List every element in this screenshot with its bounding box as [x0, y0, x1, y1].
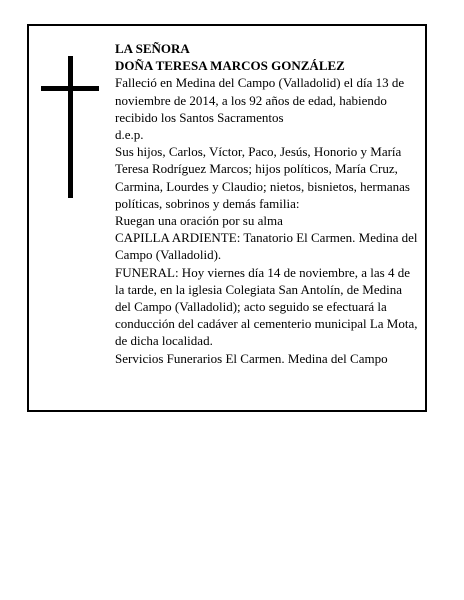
death-statement: Falleció en Medina del Campo (Valladolid) el día 13 de noviembre de 2014, a los 92 años de edad, habiendo recibido los Santos Sacramentos [115, 75, 405, 125]
notice-text [115, 40, 420, 367]
prayer-request: Ruegan una oración por su alma [115, 213, 283, 229]
title-line: LA SEÑORA [115, 41, 190, 56]
obituary-notice [27, 24, 427, 412]
chapel-info: CAPILLA ARDIENTE: Tanatorio El Carmen. Medina del Campo (Valladolid). [115, 230, 418, 263]
deceased-name: DOÑA TERESA MARCOS GONZÁLEZ [115, 58, 345, 74]
family-list: Sus hijos, Carlos, Víctor, Paco, Jesús, Honorio y María Teresa Rodríguez Marcos; hijos políticos, María Cruz, Carmina, Lourdes y Claudio; nietos, bisnietos, hermanas políticas, sobrinos y demás familia: [115, 144, 410, 211]
funeral-services: Servicios Funerarios El Carmen. Medina del Campo [115, 350, 388, 366]
dep-line: d.e.p. [115, 127, 144, 143]
funeral-info: FUNERAL: Hoy viernes día 14 de noviembre, a las 4 de la tarde, en la iglesia Colegiata San Antolín, de Medina del Campo (Valladolid); acto seguido se efectuará la conducción del cadáver al cementerio municipal La Mota, de dicha localidad. [115, 264, 418, 349]
cross-vertical-bar [68, 56, 73, 198]
cross-horizontal-bar [41, 86, 99, 91]
